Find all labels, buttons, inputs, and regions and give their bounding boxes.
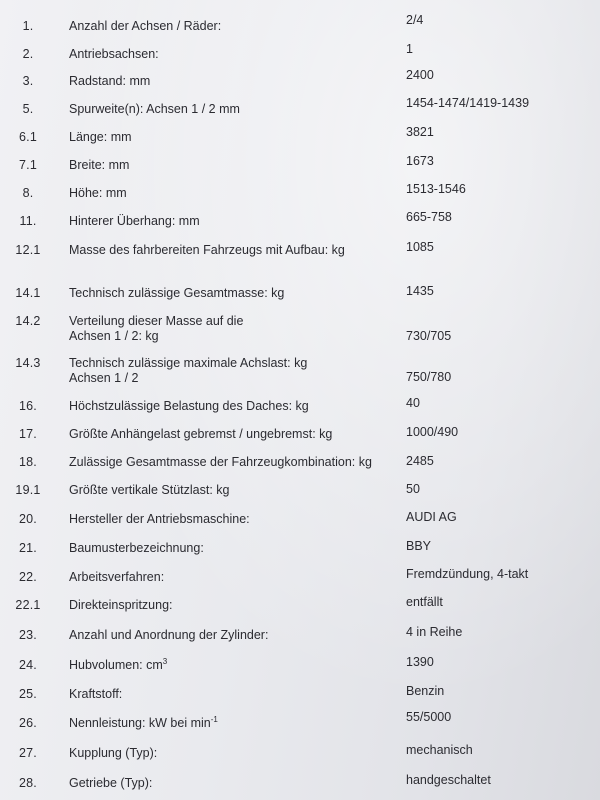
item-label: Direkteinspritzung: — [69, 598, 173, 612]
item-value: 2400 — [406, 68, 434, 82]
item-value: 750/780 — [406, 370, 452, 384]
item-label: Höchstzulässige Belastung des Daches: kg — [69, 399, 309, 413]
item-number: 23. — [19, 628, 37, 642]
item-label: Kraftstoff: — [69, 687, 123, 701]
item-label: Masse des fahrbereiten Fahrzeugs mit Aufbau: kg — [69, 243, 345, 257]
item-value: handgeschaltet — [406, 773, 491, 787]
item-value: 665-758 — [406, 210, 452, 224]
item-label: Länge: mm — [69, 130, 132, 144]
item-number: 19.1 — [15, 483, 41, 497]
item-label: Größte vertikale Stützlast: kg — [69, 483, 230, 497]
item-value: 3821 — [406, 125, 434, 139]
item-label: Zulässige Gesamtmasse der Fahrzeugkombination: kg — [69, 455, 372, 469]
item-value: 1000/490 — [406, 425, 459, 439]
item-label: Höhe: mm — [69, 186, 127, 200]
item-label: Anzahl und Anordnung der Zylinder: — [69, 628, 269, 642]
unit-superscript: 3 — [162, 656, 168, 666]
item-label: Antriebsachsen: — [69, 47, 159, 61]
item-label: Anzahl der Achsen / Räder: — [69, 19, 222, 33]
item-number: 14.2 — [15, 314, 41, 328]
item-label: Baumusterbezeichnung: — [69, 541, 204, 555]
item-value: 1390 — [406, 655, 434, 669]
item-value: 2485 — [406, 454, 434, 468]
item-number: 20. — [19, 512, 37, 526]
item-value: 1435 — [406, 284, 434, 298]
item-label: Größte Anhängelast gebremst / ungebremst: kg — [69, 427, 333, 441]
item-value: 1454-1474/1419-1439 — [406, 96, 530, 110]
item-label-line2: Achsen 1 / 2: kg — [69, 329, 159, 343]
item-label: Radstand: mm — [69, 74, 151, 88]
item-number: 21. — [19, 541, 37, 555]
item-value: 1673 — [406, 154, 434, 168]
item-value: 1 — [406, 42, 413, 56]
item-label-line1: Verteilung dieser Masse auf die — [69, 314, 244, 328]
item-number: 25. — [19, 687, 37, 701]
item-number: 1. — [22, 19, 34, 33]
item-label: Kupplung (Typ): — [69, 746, 158, 760]
item-value: 55/5000 — [406, 710, 452, 724]
item-label — [69, 658, 167, 673]
item-label: Technisch zulässige Gesamtmasse: kg — [69, 286, 285, 300]
item-label-text: Hubvolumen: cm — [69, 658, 163, 672]
item-value: mechanisch — [406, 743, 473, 757]
item-value: AUDI AG — [406, 510, 457, 524]
item-value: Benzin — [406, 684, 445, 698]
item-number: 7.1 — [19, 158, 37, 172]
item-value: 730/705 — [406, 329, 452, 343]
item-label: Spurweite(n): Achsen 1 / 2 mm — [69, 102, 240, 116]
item-label — [69, 314, 243, 344]
item-number: 24. — [19, 658, 37, 672]
item-value: Fremdzündung, 4-takt — [406, 567, 529, 581]
item-number: 3. — [22, 74, 34, 88]
item-value: entfällt — [406, 595, 443, 609]
item-label — [69, 356, 307, 386]
item-value: 1085 — [406, 240, 434, 254]
item-number: 22.1 — [15, 598, 41, 612]
item-label-line2: Achsen 1 / 2 — [69, 371, 139, 385]
item-number: 6.1 — [19, 130, 37, 144]
item-label — [69, 716, 218, 731]
item-label: Getriebe (Typ): — [69, 776, 153, 790]
item-value: 1513-1546 — [406, 182, 466, 196]
item-label: Hinterer Überhang: mm — [69, 214, 200, 228]
item-number: 12.1 — [15, 243, 41, 257]
item-value: 4 in Reihe — [406, 625, 463, 639]
item-label: Arbeitsverfahren: — [69, 570, 165, 584]
item-number: 22. — [19, 570, 37, 584]
item-number: 5. — [22, 102, 34, 116]
item-number: 2. — [22, 47, 34, 61]
item-number: 11. — [19, 214, 37, 228]
item-number: 8. — [22, 186, 34, 200]
item-label-text: Nennleistung: kW bei min — [69, 716, 211, 730]
unit-superscript: -1 — [210, 714, 218, 724]
item-number: 27. — [19, 746, 37, 760]
item-label-line1: Technisch zulässige maximale Achslast: kg — [69, 356, 308, 370]
item-number: 26. — [19, 716, 37, 730]
item-number: 18. — [19, 455, 37, 469]
item-number: 14.3 — [15, 356, 41, 370]
item-value: BBY — [406, 539, 432, 553]
item-number: 17. — [19, 427, 37, 441]
item-value: 40 — [406, 396, 420, 410]
item-value: 50 — [406, 482, 420, 496]
item-number: 28. — [19, 776, 37, 790]
item-number: 16. — [19, 399, 37, 413]
item-number: 14.1 — [15, 286, 41, 300]
item-label: Hersteller der Antriebsmaschine: — [69, 512, 250, 526]
item-label: Breite: mm — [69, 158, 130, 172]
item-value: 2/4 — [406, 13, 424, 27]
